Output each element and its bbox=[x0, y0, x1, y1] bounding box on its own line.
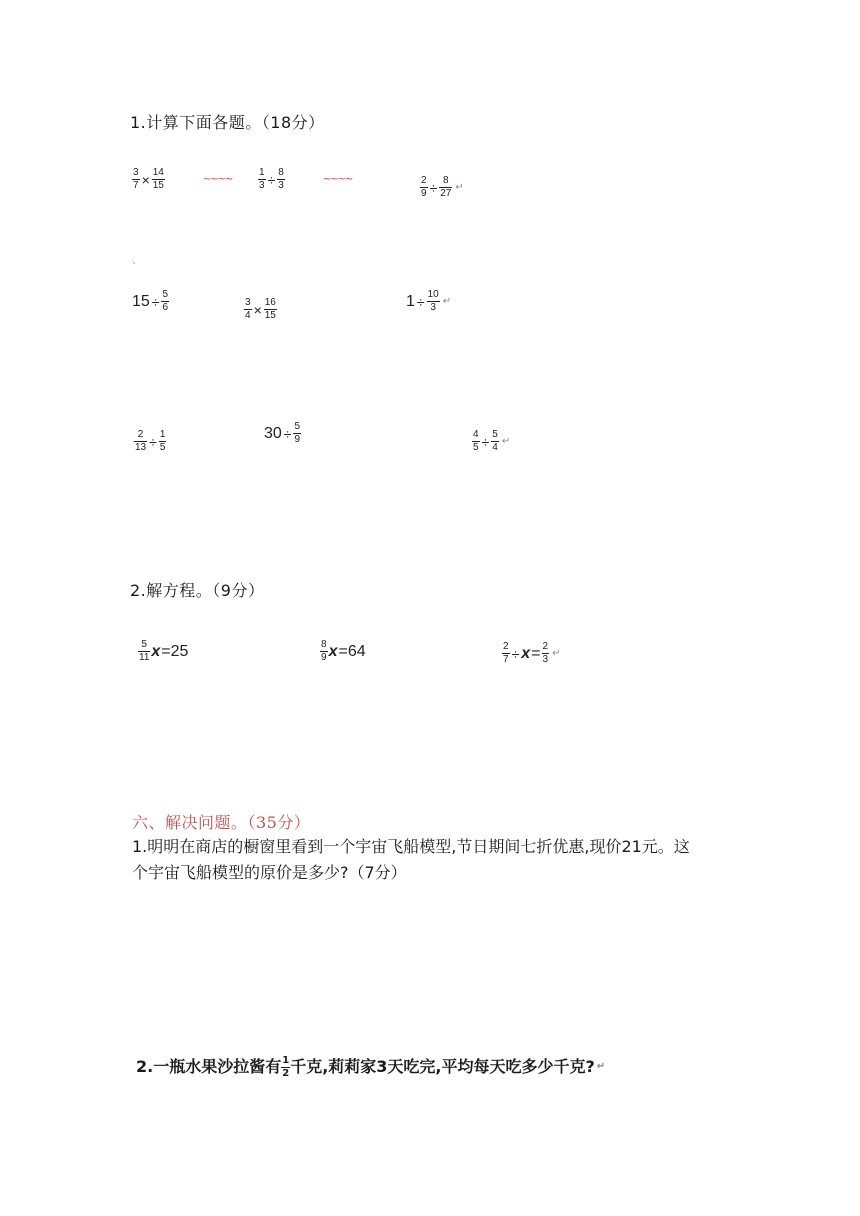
fraction bbox=[152, 168, 165, 191]
fraction bbox=[161, 290, 169, 313]
calc-item-9 bbox=[472, 422, 510, 453]
calc-item-6 bbox=[406, 290, 451, 313]
operator: × bbox=[253, 301, 262, 318]
fraction bbox=[427, 290, 440, 313]
operator: ÷ bbox=[151, 293, 160, 310]
fraction-denominator: 3 bbox=[259, 180, 265, 191]
fraction bbox=[132, 168, 140, 191]
fraction-denominator: 4 bbox=[245, 310, 251, 321]
fraction bbox=[138, 640, 150, 663]
calc-item-3 bbox=[420, 168, 464, 199]
fraction-numerator: 2 bbox=[421, 175, 427, 186]
fraction-denominator: 15 bbox=[152, 180, 164, 191]
fraction-numerator: 3 bbox=[133, 167, 139, 178]
fraction-numerator: 14 bbox=[152, 167, 164, 178]
fraction-numerator: 5 bbox=[162, 289, 169, 300]
calc-item-7 bbox=[134, 422, 166, 453]
operator: ÷ bbox=[267, 171, 276, 188]
paragraph-mark: ↵ bbox=[501, 436, 511, 447]
section2-heading: 2.解方程。（9分） bbox=[130, 581, 265, 600]
equation-2 bbox=[320, 632, 366, 663]
fraction bbox=[542, 642, 550, 665]
operator: ÷ bbox=[429, 179, 438, 196]
problem-1 bbox=[132, 834, 752, 886]
fraction-denominator: 9 bbox=[421, 188, 427, 199]
fraction-numerator: 2 bbox=[137, 429, 144, 440]
fraction-numerator: 4 bbox=[473, 429, 479, 440]
operator: ÷ bbox=[283, 425, 292, 442]
fraction-denominator: 6 bbox=[162, 302, 169, 313]
number-text: 30 bbox=[264, 424, 282, 442]
section1-heading: 1.计算下面各题。（18分） bbox=[130, 113, 325, 132]
fraction-numerator: 8 bbox=[321, 639, 327, 650]
fraction-numerator: 16 bbox=[264, 297, 276, 308]
section6-heading: 六、解决问题。（35分） bbox=[132, 813, 311, 832]
problem-2-text-after: 千克,莉莉家3天吃完,平均每天吃多少千克? bbox=[290, 1057, 595, 1076]
fraction bbox=[264, 298, 277, 321]
fraction-denominator: 9 bbox=[321, 652, 327, 663]
problem-2-fraction-numerator: 1 bbox=[282, 1054, 290, 1066]
fraction-numerator: 1 bbox=[259, 167, 265, 178]
fraction bbox=[277, 168, 285, 191]
fraction-numerator: 2 bbox=[542, 641, 549, 652]
paragraph-mark: ↵ bbox=[442, 296, 452, 307]
fraction bbox=[439, 176, 452, 199]
operator: ÷ bbox=[416, 293, 425, 310]
fraction-numerator: 8 bbox=[278, 167, 284, 178]
spellcheck-squiggle: ~~~~ bbox=[322, 174, 353, 185]
problem-2-fraction bbox=[281, 1056, 290, 1079]
fraction-numerator: 5 bbox=[492, 429, 498, 440]
paragraph-mark: ↵ bbox=[552, 648, 561, 659]
number-text: =64 bbox=[338, 642, 366, 660]
fraction-denominator: 11 bbox=[139, 652, 150, 663]
fraction-numerator: 5 bbox=[141, 639, 147, 650]
operator: × bbox=[141, 171, 150, 188]
fraction-denominator: 27 bbox=[440, 188, 452, 199]
fraction bbox=[244, 298, 252, 321]
fraction-numerator: 2 bbox=[503, 641, 509, 652]
fraction bbox=[258, 168, 266, 191]
operator: ÷ bbox=[149, 433, 157, 450]
variable-x: x bbox=[328, 642, 338, 660]
problem-2 bbox=[136, 1054, 605, 1080]
fraction-denominator: 15 bbox=[264, 310, 276, 321]
number-text: = bbox=[531, 644, 541, 662]
calc-item-2 bbox=[258, 168, 352, 191]
fraction-numerator: 5 bbox=[294, 421, 301, 432]
fraction-numerator: 8 bbox=[443, 175, 449, 186]
fraction bbox=[472, 430, 480, 453]
operator: ÷ bbox=[511, 645, 520, 662]
problem-1-line-2: 个宇宙飞船模型的原价是多少?（7分） bbox=[132, 863, 407, 882]
variable-x: x bbox=[151, 642, 161, 660]
variable-x: x bbox=[521, 644, 531, 662]
spellcheck-squiggle: ~~~~ bbox=[202, 174, 233, 185]
fraction bbox=[502, 642, 510, 665]
fraction bbox=[159, 430, 167, 453]
number-text: =25 bbox=[161, 642, 189, 660]
calc-item-8 bbox=[264, 422, 301, 445]
equation-3 bbox=[502, 634, 560, 665]
fraction-denominator: 5 bbox=[473, 442, 479, 453]
fraction-denominator: 3 bbox=[542, 654, 549, 665]
fraction-denominator: 7 bbox=[133, 180, 139, 191]
calc-item-4 bbox=[132, 290, 169, 313]
fraction-denominator: 4 bbox=[492, 442, 498, 453]
fraction-denominator: 13 bbox=[135, 442, 147, 453]
fraction bbox=[420, 176, 428, 199]
equation-1 bbox=[138, 632, 188, 663]
fraction bbox=[491, 430, 499, 453]
number-text: 15 bbox=[132, 292, 150, 310]
number-text: 1 bbox=[406, 292, 415, 310]
paragraph-mark: ↵ bbox=[455, 182, 464, 193]
problem-2-fraction-denominator: 2 bbox=[282, 1067, 290, 1079]
paragraph-mark: ↵ bbox=[596, 1061, 606, 1072]
fraction-denominator: 9 bbox=[294, 434, 301, 445]
fraction-numerator: 3 bbox=[245, 297, 251, 308]
calc-item-5 bbox=[244, 290, 277, 321]
stray-mark: ` bbox=[132, 262, 137, 273]
fraction-denominator: 5 bbox=[159, 442, 166, 453]
fraction-denominator: 7 bbox=[503, 654, 509, 665]
problem-1-line-1: 1.明明在商店的橱窗里看到一个宇宙飞船模型,节日期间七折优惠,现价21元。这 bbox=[132, 837, 690, 856]
fraction bbox=[293, 422, 301, 445]
fraction bbox=[134, 430, 147, 453]
operator: ÷ bbox=[481, 433, 490, 450]
problem-2-text-before: 2.一瓶水果沙拉酱有 bbox=[136, 1057, 282, 1076]
calc-item-1 bbox=[132, 168, 232, 191]
fraction-numerator: 1 bbox=[159, 429, 166, 440]
fraction bbox=[320, 640, 328, 663]
fraction-numerator: 10 bbox=[427, 289, 439, 300]
fraction-denominator: 3 bbox=[278, 180, 284, 191]
fraction-denominator: 3 bbox=[430, 302, 436, 313]
